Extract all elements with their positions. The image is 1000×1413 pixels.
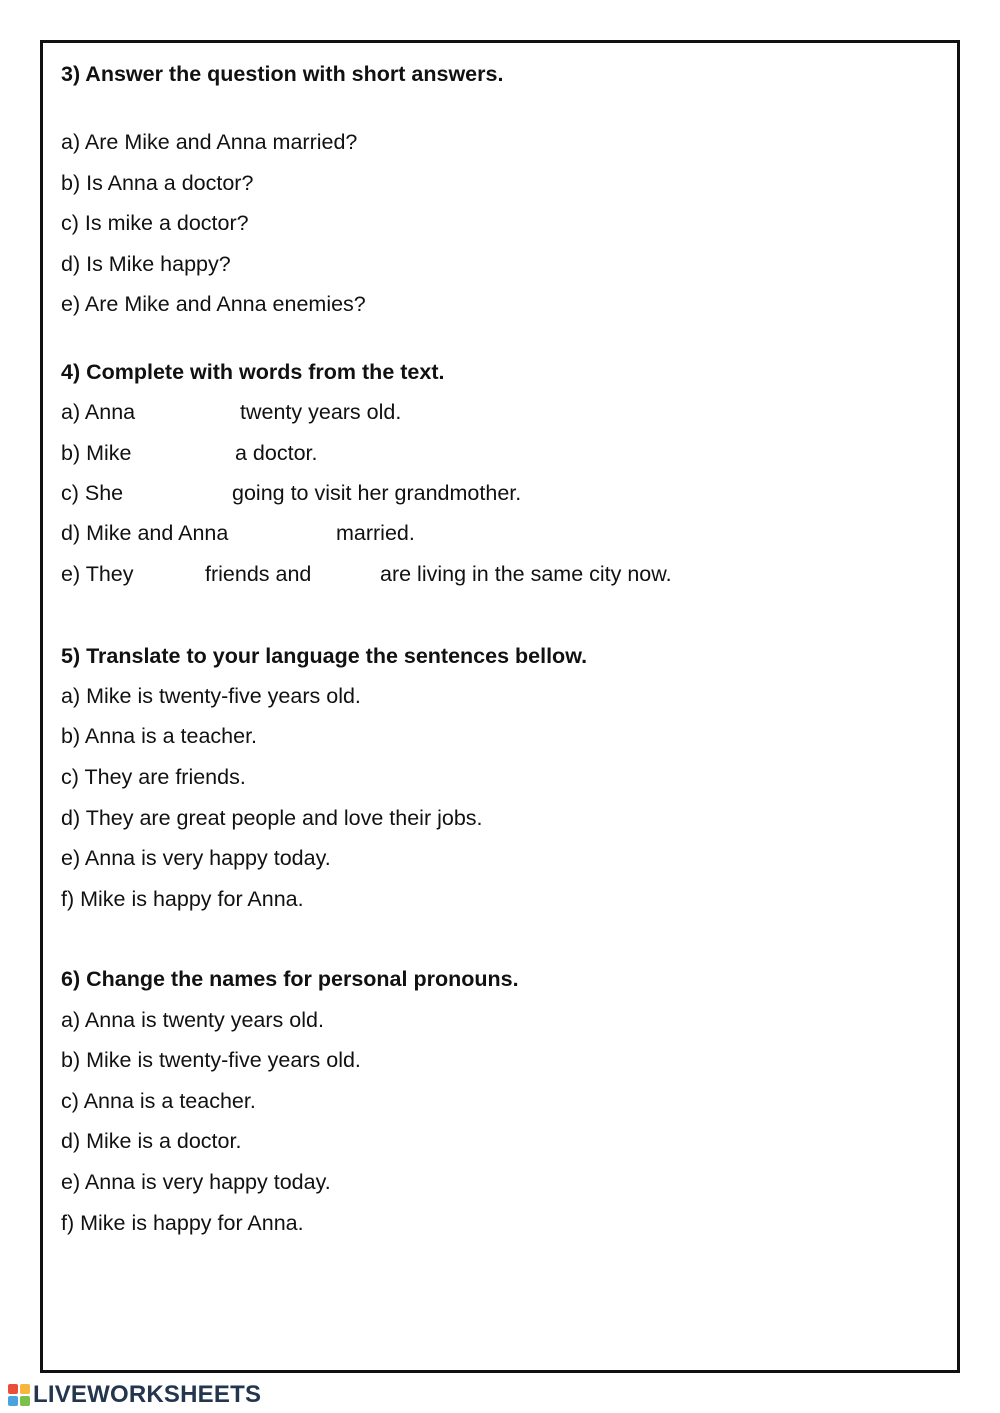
logo-square-4	[20, 1396, 30, 1406]
section-5-item-f: f) Mike is happy for Anna.	[61, 887, 304, 911]
section-6-heading: 6) Change the names for personal pronouns.	[61, 967, 519, 991]
section-5-item-c: c) They are friends.	[61, 765, 246, 789]
section-6-item-b: b) Mike is twenty-five years old.	[61, 1048, 361, 1072]
section-5-item-d: d) They are great people and love their jobs.	[61, 806, 483, 830]
logo-square-1	[8, 1384, 18, 1394]
section-3-item-e: e) Are Mike and Anna enemies?	[61, 292, 366, 316]
section-4-item-b-start: b) Mike	[61, 441, 132, 465]
section-4-item-c-start: c) She	[61, 481, 124, 505]
section-3-heading: 3) Answer the question with short answers.	[61, 62, 504, 86]
logo-square-2	[20, 1384, 30, 1394]
logo-square-3	[8, 1396, 18, 1406]
section-4-item-e-start: e) They	[61, 562, 134, 586]
section-5-item-b: b) Anna is a teacher.	[61, 724, 258, 748]
section-6-item-c: c) Anna is a teacher.	[61, 1089, 256, 1113]
section-3-item-d: d) Is Mike happy?	[61, 252, 231, 276]
section-4-item-a-start: a) Anna	[61, 400, 136, 424]
section-4-item-c-end: going to visit her grandmother.	[232, 481, 522, 505]
section-4-heading: 4) Complete with words from the text.	[61, 360, 445, 384]
section-3-item-c: c) Is mike a doctor?	[61, 211, 249, 235]
section-5-item-a: a) Mike is twenty-five years old.	[61, 684, 361, 708]
section-3-item-a: a) Are Mike and Anna married?	[61, 130, 358, 154]
section-4-item-e-end: are living in the same city now.	[380, 562, 672, 586]
section-3-item-b: b) Is Anna a doctor?	[61, 171, 254, 195]
section-4-item-a-end: twenty years old.	[240, 400, 402, 424]
section-6-item-a: a) Anna is twenty years old.	[61, 1008, 324, 1032]
section-6-item-d: d) Mike is a doctor.	[61, 1129, 242, 1153]
section-6-item-e: e) Anna is very happy today.	[61, 1170, 331, 1194]
section-4-item-d-start: d) Mike and Anna	[61, 521, 229, 545]
section-4-item-e-middle: friends and	[205, 562, 312, 586]
section-5-heading: 5) Translate to your language the sentences bellow.	[61, 644, 588, 668]
logo-mark-icon	[8, 1384, 30, 1406]
section-4-item-b-end: a doctor.	[235, 441, 318, 465]
section-4-item-d-end: married.	[336, 521, 415, 545]
logo-text: LIVEWORKSHEETS	[33, 1381, 262, 1408]
section-6-item-f: f) Mike is happy for Anna.	[61, 1211, 304, 1235]
liveworksheets-logo[interactable]	[8, 1382, 261, 1408]
section-5-item-e: e) Anna is very happy today.	[61, 846, 331, 870]
